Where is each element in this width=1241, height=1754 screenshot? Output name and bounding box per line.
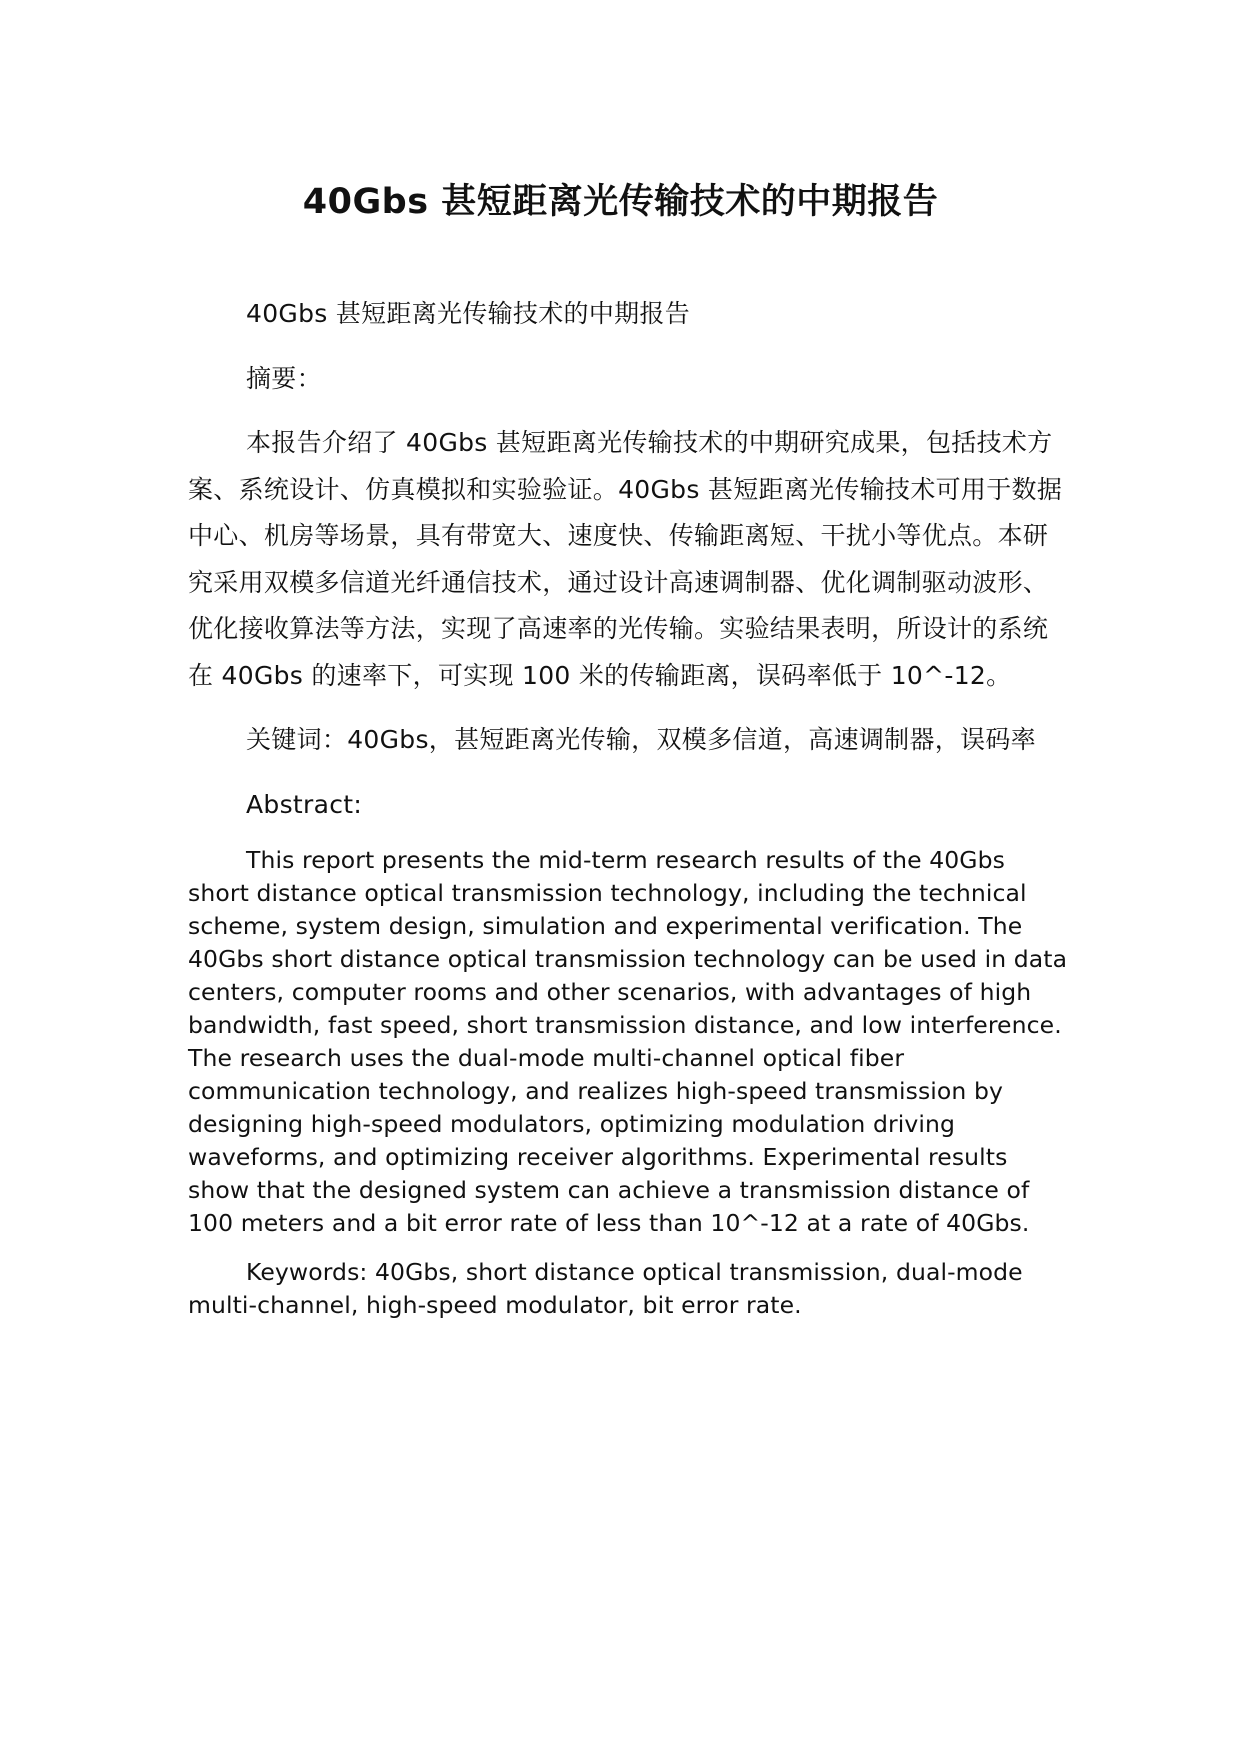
abstract-paragraph-en: This report presents the mid-term research results of the 40Gbs short distance optical transmission technology, including the technical scheme, system design, simulation and experimental verification. The 40Gbs short distance optical transmission technology can be used in data centers, computer rooms and other scenarios, with advantages of high bandwidth, fast speed, short transmission distance, and low interference. The research uses the dual-mode multi-channel optical fiber communication technology, and realizes high-speed transmission by designing high-speed modulators, optimizing modulation driving waveforms, and optimizing receiver algorithms. Experimental results show that the designed system can achieve a transmission distance of 100 meters and a bit error rate of less than 10^-12 at a rate of 40Gbs. <box>188 846 1068 1237</box>
keywords-cn: 关键词：40Gbs，甚短距离光传输，双模多信道，高速调制器，误码率 <box>246 725 1036 754</box>
subtitle: 40Gbs 甚短距离光传输技术的中期报告 <box>246 299 691 328</box>
abstract-heading-cn: 摘要： <box>246 363 322 393</box>
keywords-en: Keywords: 40Gbs, short distance optical transmission, dual-mode multi-channel, high-speed modulator, bit error rate. <box>188 1258 1023 1319</box>
abstract-heading-en: Abstract: <box>246 789 363 819</box>
document-body <box>188 291 1068 1322</box>
abstract-paragraph-cn: 本报告介绍了 40Gbs 甚短距离光传输技术的中期研究成果，包括技术方案、系统设计、仿真模拟和实验验证。40Gbs 甚短距离光传输技术可用于数据中心、机房等场景，具有带宽大、速度快、传输距离短、干扰小等优点。本研究采用双模多信道光纤通信技术，通过设计高速调制器、优化调制驱动波形、优化接收算法等方法，实现了高速率的光传输。实验结果表明，所设计的系统在 40Gbs 的速率下，可实现 100 米的传输距离，误码率低于 10^-12。 <box>188 428 1063 690</box>
page-title: 40Gbs 甚短距离光传输技术的中期报告 <box>302 182 939 222</box>
